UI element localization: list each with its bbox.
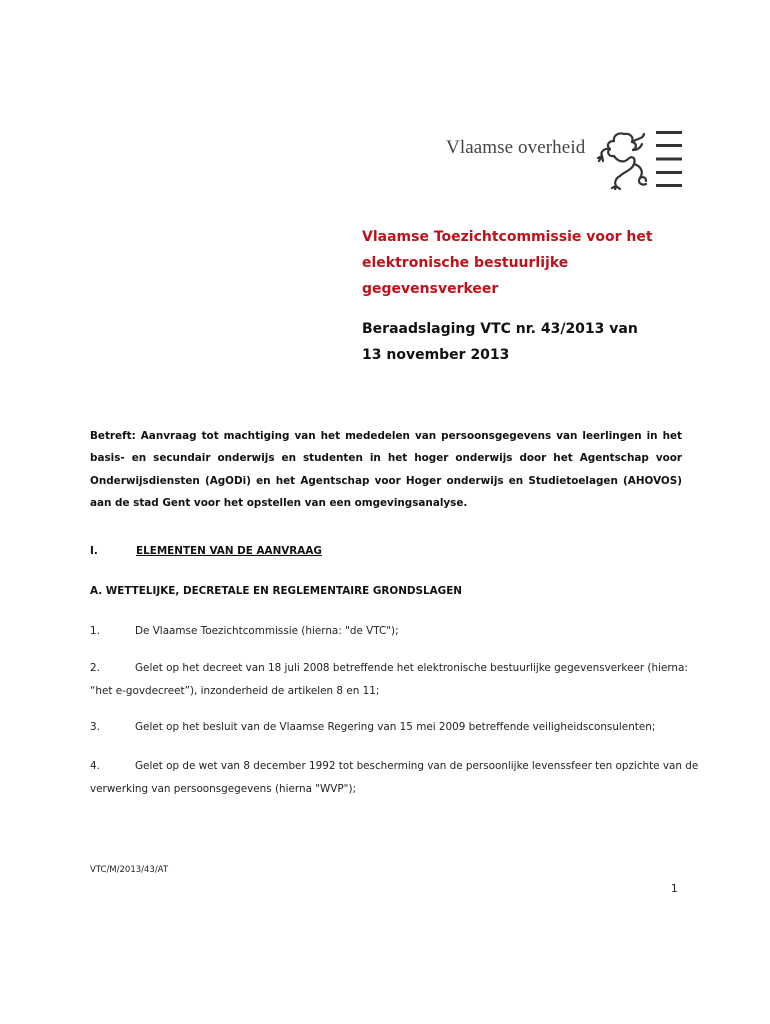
footer-reference: VTC/M/2013/43/AT: [90, 865, 169, 875]
section-number: I.: [90, 545, 98, 557]
numbered-item: [90, 755, 699, 803]
logo-name: Vlaamse overheid: [446, 137, 586, 158]
subject-paragraph: Betreft: Aanvraag tot machtiging van het mededelen van persoonsgegevens van leerlingen in het basis- en secundair onderwijs en studenten in het hoger onderwijs door het Agentschap voor Onderwijsdiensten (AgODi) en het Agentschap voor Hoger onderwijs en Studietoelagen (AHOVOS) aan de stad Gent voor het opstellen van een omgevingsanalyse.: [90, 430, 682, 510]
committee-title-line: Vlaamse Toezichtcommissie voor het: [362, 229, 653, 245]
committee-title-line: gegevensverkeer: [362, 281, 499, 297]
item-text: Gelet op de wet van 8 december 1992 tot bescherming van de persoonlijke levenssfeer ten opzichte van de: [135, 760, 699, 772]
committee-title: [362, 224, 692, 302]
section-title: ELEMENTEN VAN DE AANVRAAG: [136, 545, 322, 557]
item-number: 1.: [90, 625, 100, 637]
deliberation-title: [362, 316, 692, 368]
flemish-lion-icon: [594, 128, 650, 190]
item-text-continuation: verwerking van persoonsgegevens (hierna "WVP");: [90, 783, 357, 795]
item-text: Gelet op het besluit van de Vlaamse Regering van 15 mei 2009 betreffende veiligheidsconsulenten;: [135, 721, 656, 733]
numbered-item: [90, 620, 690, 644]
deliberation-title-line: Beraadslaging VTC nr. 43/2013 van: [362, 321, 638, 337]
numbered-item: [90, 657, 690, 705]
subsection-title: A. WETTELIJKE, DECRETALE EN REGLEMENTAIRE GRONDSLAGEN: [90, 585, 462, 597]
item-text-continuation: “het e-govdecreet”), inzonderheid de artikelen 8 en 11;: [90, 685, 380, 697]
committee-title-line: elektronische bestuurlijke: [362, 255, 569, 271]
item-number: 2.: [90, 662, 100, 674]
numbered-item: [90, 716, 690, 740]
horizontal-bars-icon: [656, 131, 682, 187]
page-number: 1: [671, 883, 678, 895]
deliberation-date: 13 november 2013: [362, 347, 510, 363]
item-number: 3.: [90, 721, 100, 733]
item-number: 4.: [90, 760, 100, 772]
item-text: Gelet op het decreet van 18 juli 2008 betreffende het elektronische bestuurlijke gegevensverkeer (hierna:: [135, 662, 688, 674]
item-text: De Vlaamse Toezichtcommissie (hierna: "de VTC");: [135, 625, 399, 637]
